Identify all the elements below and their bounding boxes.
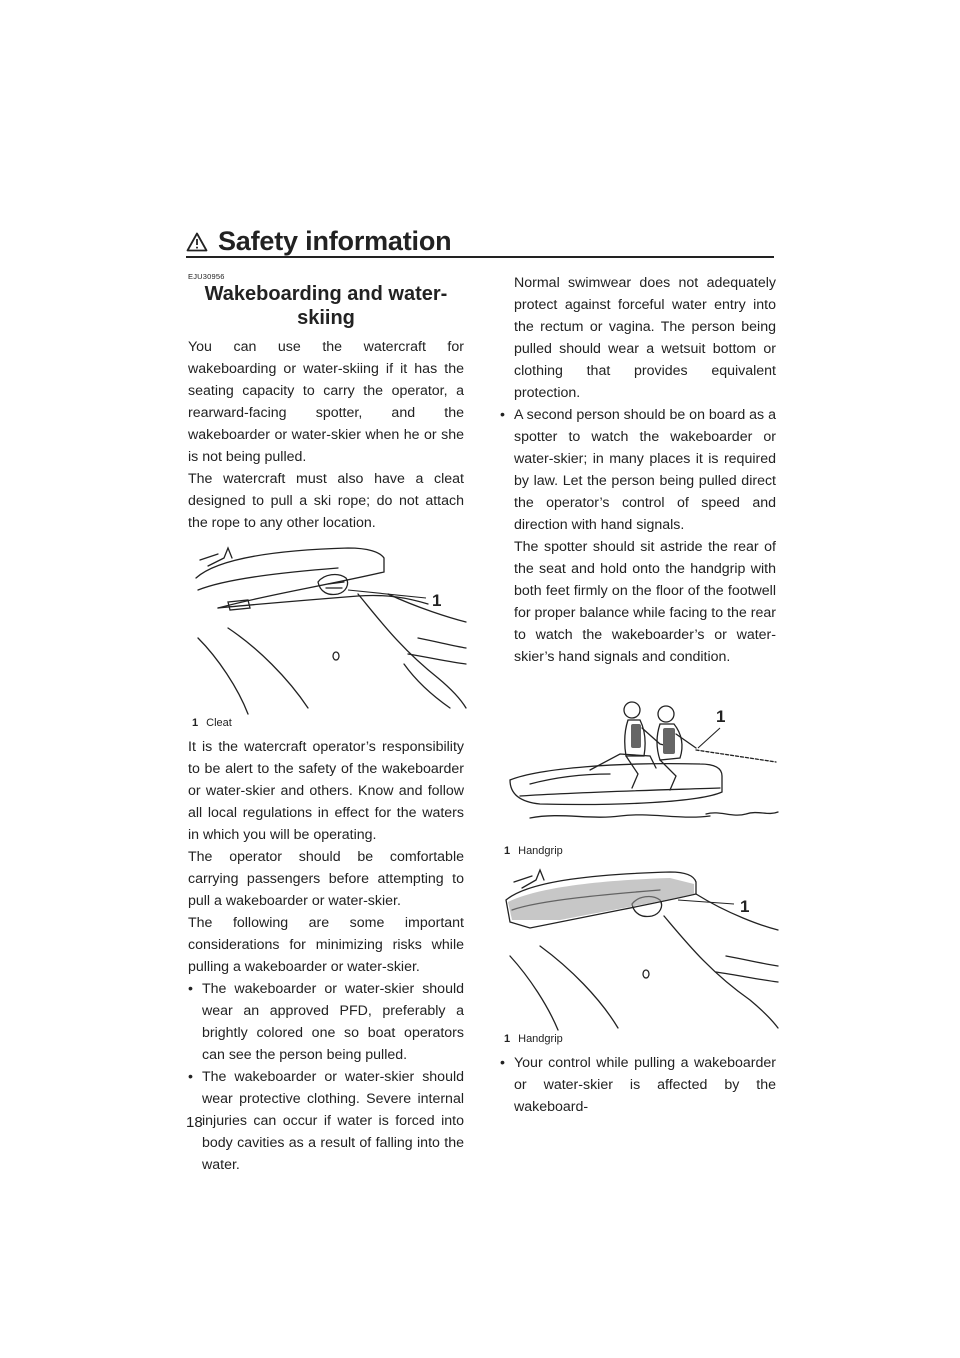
figure-callout: 1 xyxy=(716,707,726,726)
figure-callout: 1 xyxy=(740,897,750,916)
paragraph: You can use the watercraft for wakeboarding or water-skiing if it has the seating capacity to carry the operator, a rearward-facing spotter, and the wakeboarder or water-skier when he or she is not being pulled. xyxy=(188,339,464,465)
section-title-line1: Wakeboarding and water- xyxy=(204,283,448,305)
bullet-item: • The wakeboarder or water-skier should wear an approved PFD, preferably a brightly colored one so boat operators can see the person being pulled. xyxy=(188,978,464,1066)
section-title-line2: skiing xyxy=(297,307,355,329)
figure-callout: 1 xyxy=(432,591,442,610)
cleat-figure xyxy=(188,538,468,730)
page-number: 18 xyxy=(186,1114,203,1131)
caption-number: 1 xyxy=(192,717,199,729)
page-header xyxy=(186,226,451,257)
handgrip-figure xyxy=(500,864,780,1046)
riders-figure xyxy=(500,684,780,858)
bullet-item: • A second person should be on board as a spotter to watch the wakeboarder or water-skier; in many places it is required by law. Let the person being pulled direct the operator’s control of speed and direction with hand signals. xyxy=(500,404,776,536)
section-code: EJU30956 xyxy=(188,272,225,281)
figure-caption xyxy=(500,1032,780,1046)
bullet-continuation: The spotter should sit astride the rear of the seat and hold onto the handgrip with both feet firmly on the floor of the footwell for proper balance while facing to the rear to watch the wakeboarder’s or water-skier’s hand signals and condition. xyxy=(514,539,776,665)
paragraph: The operator should be comfortable carrying passengers before attempting to pull a wakeboarder or water-skier. xyxy=(188,849,464,909)
figure-caption xyxy=(188,716,468,730)
paragraph: It is the watercraft operator’s responsibility to be alert to the safety of the wakeboarder or water-skier and others. Know and follow all local regulations in effect for the waters in which you will be operating. xyxy=(188,739,464,843)
caption-text: Handgrip xyxy=(518,845,563,857)
paragraph: The following are some important considerations for minimizing risks while pulling a wakeboarder or water-skier. xyxy=(188,915,464,975)
caption-number: 1 xyxy=(504,845,511,857)
figure-caption xyxy=(500,844,780,858)
header-rule xyxy=(186,256,774,258)
riders-illustration xyxy=(500,684,780,844)
bullet-item: • Your control while pulling a wakeboarder or water-skier is affected by the wakeboard- xyxy=(500,1052,776,1118)
caption-number: 1 xyxy=(504,1033,511,1045)
cleat-illustration xyxy=(188,538,468,716)
bullet-item: • The wakeboarder or water-skier should wear protective clothing. Severe internal injuries can occur if water is forced into body cavities as a result of falling into the water. xyxy=(188,1066,464,1176)
handgrip-illustration xyxy=(500,864,780,1032)
warning-icon xyxy=(186,232,208,252)
bullet-continuation: Normal swimwear does not adequately protect against forceful water entry into the rectum or vagina. The person being pulled should wear a wetsuit bottom or clothing that provides equivalent protection. xyxy=(514,275,776,401)
right-column xyxy=(500,272,776,1118)
caption-text: Cleat xyxy=(206,717,232,729)
page-title: Safety information xyxy=(218,226,452,256)
caption-text: Handgrip xyxy=(518,1033,563,1045)
paragraph: The watercraft must also have a cleat designed to pull a ski rope; do not attach the rope to any other location. xyxy=(188,471,464,531)
section-title xyxy=(188,282,464,330)
left-column xyxy=(188,272,464,1176)
